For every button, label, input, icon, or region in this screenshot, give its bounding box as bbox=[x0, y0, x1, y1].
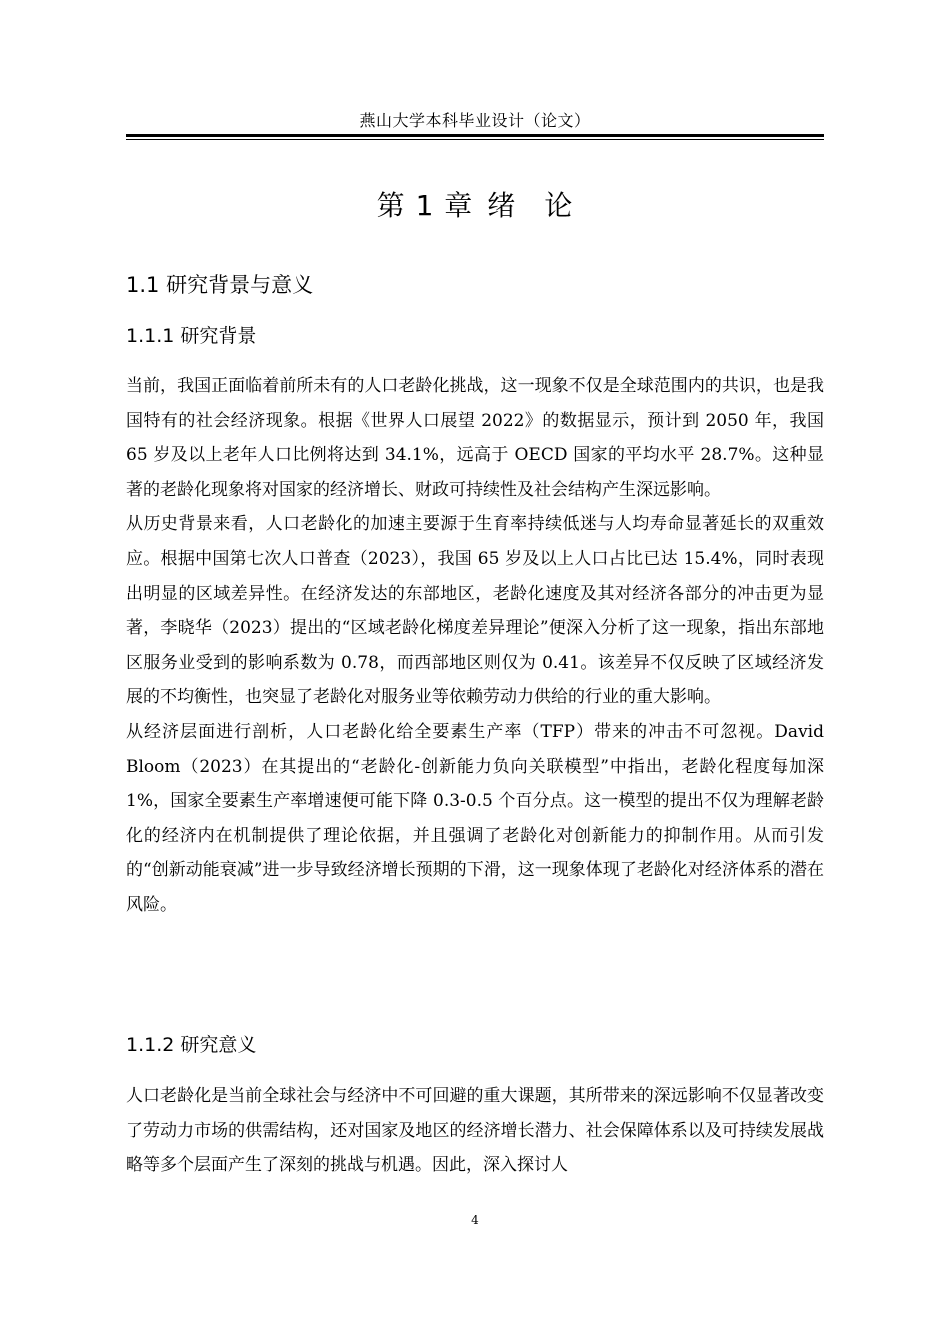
section-heading-1-1: 1.1 研究背景与意义 bbox=[126, 273, 314, 297]
body-paragraph: 从经济层面进行剖析，人口老龄化给全要素生产率（TFP）带来的冲击不可忽视。David Bloom（2023）在其提出的“老龄化-创新能力负向关联模型”中指出，老龄化程度每加深 1%，国家全要素生产率增速便可能下降 0.3-0.5 个百分点。这一模型的提出不仅为理解老龄化的经济内在机制提供了理论依据，并且强调了老龄化对创新能力的抑制作用。从而引发的“创新动能衰减”进一步导致经济增长预期的下滑，这一现象体现了老龄化对经济体系的潜在风险。 bbox=[126, 721, 824, 915]
section-heading-1-1-2: 1.1.2 研究意义 bbox=[126, 1034, 257, 1056]
body-paragraph: 人口老龄化是当前全球社会与经济中不可回避的重大课题，其所带来的深远影响不仅显著改变了劳动力市场的供需结构，还对国家及地区的经济增长潜力、社会保障体系以及可持续发展战略等多个层面产生了深刻的挑战与机遇。因此，深入探讨人 bbox=[126, 1086, 824, 1176]
chapter-title-part1: 绪 bbox=[487, 189, 517, 222]
header-rule-thin bbox=[126, 139, 824, 140]
section-body-1-1-1 bbox=[126, 369, 824, 923]
header-rule-thick bbox=[126, 134, 824, 137]
running-header: 燕山大学本科毕业设计（论文） bbox=[359, 111, 591, 130]
body-paragraph: 从历史背景来看，人口老龄化的加速主要源于生育率持续低迷与人均寿命显著延长的双重效应。根据中国第七次人口普查（2023），我国 65 岁及以上人口占比已达 15.4%，同时表现出明显的区域差异性。在经济发达的东部地区，老龄化速度及其对经济各部分的冲击更为显著，李晓华（2023）提出的“区域老龄化梯度差异理论”便深入分析了这一现象，指出东部地区服务业受到的影响系数为 0.78，而西部地区则仅为 0.41。该差异不仅反映了区域经济发展的不均衡性，也突显了老龄化对服务业等依赖劳动力供给的行业的重大影响。 bbox=[126, 514, 824, 708]
body-paragraph: 当前，我国正面临着前所未有的人口老龄化挑战，这一现象不仅是全球范围内的共识，也是我国特有的社会经济现象。根据《世界人口展望 2022》的数据显示，预计到 2050 年，我国 65 岁及以上老年人口比例将达到 34.1%，远高于 OECD 国家的平均水平 28.7%。这种显著的老龄化现象将对国家的经济增长、财政可持续性及社会结构产生深远影响。 bbox=[126, 376, 824, 500]
chapter-number: 第 1 章 bbox=[376, 189, 474, 222]
chapter-title-part2: 论 bbox=[544, 189, 574, 222]
section-body-1-1-2 bbox=[126, 1079, 824, 1183]
section-heading-1-1-1: 1.1.1 研究背景 bbox=[126, 325, 257, 347]
page-number: 4 bbox=[471, 1213, 479, 1227]
chapter-title bbox=[126, 186, 824, 226]
